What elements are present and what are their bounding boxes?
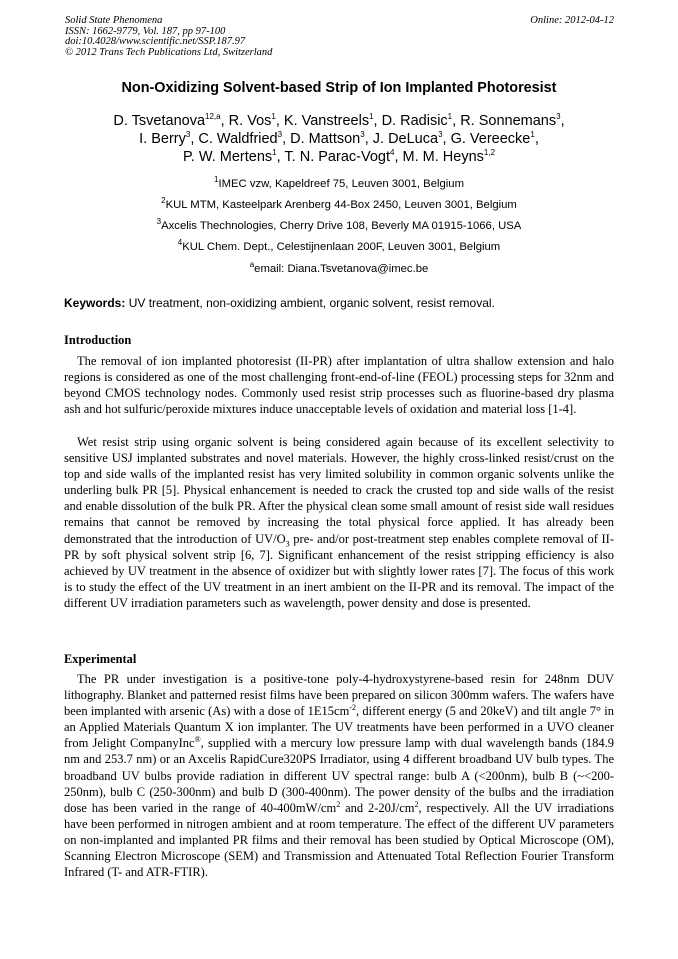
author: K. Vanstreels bbox=[283, 113, 370, 129]
affiliation-sup: 4 bbox=[177, 238, 183, 248]
keywords-label: Keywords: bbox=[64, 296, 126, 310]
author-sup: 3 bbox=[438, 130, 443, 140]
author: D. Mattson bbox=[290, 131, 361, 147]
paragraph-text: , respectively. All the UV irradiations have been performed in nitrogen ambient and at room temperature. The effect of the different UV parameters on non-implanted and implanted PR films and their removal has been studied by Optical Microscope (OM), Scanning Electron Microscope (SEM) and Transmission and Attenuated Total Reflection Fourier Transform Infrared (T- and ATR-FTIR). bbox=[64, 800, 614, 880]
intro-paragraph-2 bbox=[64, 434, 614, 611]
keywords bbox=[64, 296, 624, 310]
author: J. DeLuca bbox=[372, 131, 439, 147]
email-text: email: Diana.Tsvetanova@imec.be bbox=[254, 263, 429, 275]
author-line-1: D. Tsvetanova$^{12,a}$, R. Vos$^1$, K. Vanstreels$^1$, D. Radisic$^1$, R. Sonnemans$^3$, bbox=[113, 112, 565, 129]
author: M. M. Heyns bbox=[402, 149, 484, 165]
author-line-2: I. Berry$^3$, C. Waldfried$^3$, D. Mattson$^3$, J. DeLuca$^3$, G. Vereecke$^1$, bbox=[139, 130, 539, 147]
author: C. Waldfried bbox=[198, 131, 278, 147]
affiliation-sup: 2 bbox=[161, 196, 166, 206]
affiliation-text: KUL MTM, Kasteelpark Arenberg 44-Box 2450, Leuven 3001, Belgium bbox=[165, 199, 517, 211]
paper-title: Non-Oxidizing Solvent-based Strip of Ion Implanted Photoresist bbox=[121, 80, 557, 96]
author-sup: 3 bbox=[556, 112, 561, 122]
author-line-3: P. W. Mertens$^1$, T. N. Parac-Vogt$^4$, M. M. Heyns$^{1,2}$ bbox=[182, 148, 496, 165]
author: R. Vos bbox=[228, 113, 272, 129]
paragraph-text: pre- and/or post-treatment step enables complete removal of II-PR by soft physical solvent strip [6, 7]. Significant enhancement of the resist stripping efficiency is also achieved by UV treatment in the absence of oxidizer but with slightly lower rates [7]. The focus of this work is to study the effect of the UV treatment in an inert ambient on the II-PR and its removal. The impact of the different UV irradiation parameters such as wavelength, power density and dose is presented. bbox=[64, 531, 614, 610]
author: P. W. Mertens bbox=[182, 149, 273, 165]
corresponding-email bbox=[40, 262, 638, 276]
paragraph-text: , supplied with a mercury low pressure lamp with dual wavelength bands (184.9 nm and 253.7 nm) or an Axcelis RapidCure320PS Irradiator, using 4 different broadband UV bulb types. The broadband UV bulbs provide radiation in different UV spectral range: bulb A (<200nm), bulb B (~<200-250nm), bulb C (250-300nm) and bulb D (300-400nm). The power density of the bulbs and the irradiation dose has been varied in the range of 40-400mW/cm bbox=[64, 736, 614, 815]
affiliation-sup: a bbox=[249, 260, 255, 270]
journal-doi: doi:10.4028/www.scientific.net/SSP.187.97 bbox=[65, 36, 246, 48]
author-sup: 3 bbox=[360, 130, 365, 140]
keywords-text: UV treatment, non-oxidizing ambient, organic solvent, resist removal. bbox=[128, 296, 495, 310]
journal-issn: ISSN: 1662-9779, Vol. 187, pp 97-100 bbox=[65, 25, 226, 37]
author-sup: 1 bbox=[447, 112, 453, 122]
author-sup: 12,a bbox=[205, 112, 221, 122]
affiliation-text: KUL Chem. Dept., Celestijnenlaan 200F, Leuven 3001, Belgium bbox=[182, 241, 501, 253]
author: D. Radisic bbox=[381, 113, 448, 129]
author: T. N. Parac-Vogt bbox=[284, 149, 390, 165]
affiliation-3 bbox=[40, 219, 638, 233]
superscript: ® bbox=[194, 735, 201, 745]
superscript: -2 bbox=[349, 703, 356, 713]
subscript: 3 bbox=[285, 539, 290, 549]
journal-copyright: © 2012 Trans Tech Publications Ltd, Switzerland bbox=[65, 46, 273, 58]
author: D. Tsvetanova bbox=[113, 113, 206, 129]
paragraph-text: and 2-20J/cm bbox=[340, 800, 415, 815]
author-list bbox=[40, 112, 638, 166]
paragraph-text: , different energy (5 and 20keV) and tilt angle 7° in an Applied Materials Quantum X ion implanter. The UV treatments have been performed in a UVO cleaner from Jelight CompanyInc bbox=[64, 704, 614, 751]
experimental-paragraph-1 bbox=[64, 671, 614, 880]
author-sup: 1 bbox=[271, 112, 276, 122]
author-sup: 4 bbox=[390, 148, 395, 158]
author-sup: 1 bbox=[272, 148, 277, 158]
author-sup: 3 bbox=[185, 130, 191, 140]
author-sup: 1,2 bbox=[483, 148, 496, 158]
affiliation-sup: 3 bbox=[156, 217, 162, 227]
affiliation-1 bbox=[40, 177, 638, 191]
section-heading-introduction: Introduction bbox=[64, 333, 132, 347]
author-sup: 1 bbox=[530, 130, 535, 140]
superscript: 2 bbox=[414, 799, 419, 809]
superscript: 2 bbox=[336, 799, 341, 809]
paragraph-text: Wet resist strip using organic solvent is being considered again because of its excellent selectivity to sensitive USJ implanted substrates and novel materials. However, the highly cross-linked resist/crust on the top and side walls of the implanted resist has very limited solubility in common organic solvents unlike the underling bulk PR [5]. Physical enhancement is needed to crack the crusted top and side walls of the resist and enable dissolution of the bulk PR. After the physical clean some small amount of resist side wall residues remains that cannot be removed by increasing the total physical force applied. It has already been demonstrated that the introduction of UV/O bbox=[64, 435, 614, 546]
journal-name: Solid State Phenomena bbox=[65, 15, 163, 26]
author: G. Vereecke bbox=[450, 131, 531, 147]
intro-paragraph-1: The removal of ion implanted photoresist (II-PR) after implantation of ultra shallow extension and halo regions is considered as one of the most challenging front-end-of-line (FEOL) processing steps for 32nm and beyond CMOS technology nodes. Commonly used resist strip processes such as fluorine-based dry plasma ash and hot sulfuric/peroxide mixtures induce unacceptable levels of oxidation and material loss [1-4]. bbox=[64, 354, 614, 417]
online-date: Online: 2012-04-12 bbox=[530, 15, 614, 26]
author-sup: 3 bbox=[277, 130, 283, 140]
author: R. Sonnemans bbox=[460, 113, 557, 129]
affiliation-4 bbox=[40, 240, 638, 254]
affiliation-sup: 1 bbox=[214, 175, 219, 185]
affiliation-text: IMEC vzw, Kapeldreef 75, Leuven 3001, Belgium bbox=[218, 178, 464, 190]
author-sup: 1 bbox=[369, 112, 374, 122]
journal-header bbox=[65, 16, 272, 58]
affiliation-2 bbox=[40, 198, 638, 212]
author: I. Berry bbox=[139, 131, 186, 147]
section-heading-experimental: Experimental bbox=[64, 652, 137, 666]
paragraph-text: The PR under investigation is a positive-tone poly-4-hydroxystyrene-based resin for 248nm DUV lithography. Blanket and patterned resist films have been prepared on silicon 300mm wafers. The wafers have been implanted with arsenic (As) with a dose of 1E15cm bbox=[64, 672, 614, 719]
affiliation-text: Axcelis Thechnologies, Cherry Drive 108, Beverly MA 01915-1066, USA bbox=[161, 220, 522, 232]
